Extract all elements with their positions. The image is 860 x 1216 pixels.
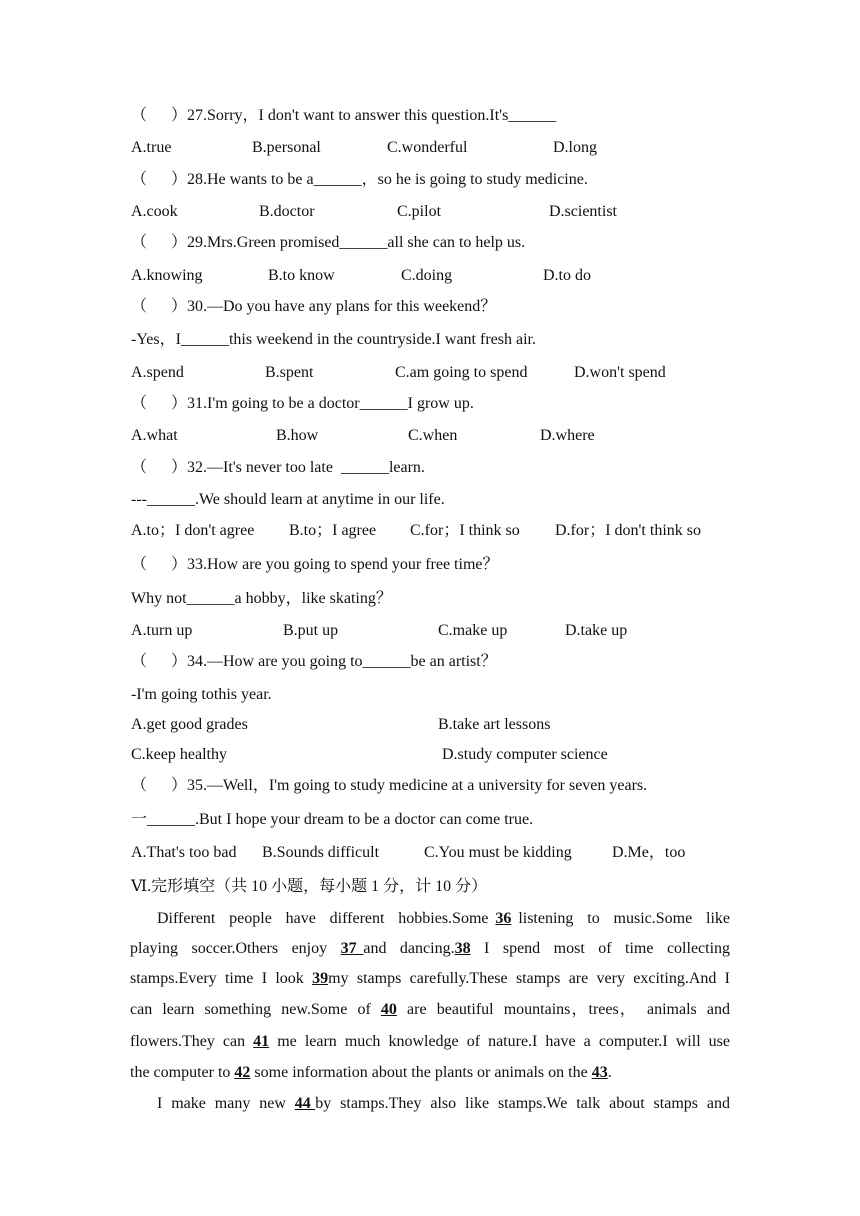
option-c: C.when [408, 427, 458, 444]
question-33-stem: （ ）33.How are you going to spend your free time？ [131, 556, 499, 573]
option-b: B.to know [268, 267, 335, 284]
blank-43: 43 [591, 1064, 608, 1081]
question-34-response: -I'm going tothis year. [131, 686, 272, 703]
option-c: C.doing [401, 267, 453, 284]
question-33-response: Why not______a hobby，like skating？ [131, 590, 392, 607]
passage-line: can learn something new.Some of 40 are beautiful mountains，trees， animals and [130, 1001, 731, 1018]
question-34-stem: （ ）34.—How are you going to______be an artist？ [131, 653, 497, 670]
passage-line: playing soccer.Others enjoy 37 and dancing.38 I spend most of time collecting [130, 940, 731, 957]
option-b: B.Sounds difficult [262, 844, 380, 861]
question-30-response: -Yes，I______this weekend in the countryside.I want fresh air. [131, 331, 536, 348]
option-d: D.where [540, 427, 595, 444]
question-35-stem: （ ）35.—Well，I'm going to study medicine at a university for seven years. [131, 777, 648, 794]
option-b: B.put up [283, 622, 339, 639]
option-a: A.cook [131, 203, 178, 220]
option-b: B.to；I agree [289, 522, 377, 539]
option-d: D.for；I don't think so [555, 522, 701, 539]
option-a: A.what [131, 427, 178, 444]
option-a: A.true [131, 139, 172, 156]
question-28-stem: （ ）28.He wants to be a______，so he is going to study medicine. [131, 171, 588, 188]
section-title: Ⅵ.完形填空（共 10 小题，每小题 1 分，计 10 分） [131, 878, 488, 895]
blank-40: 40 [380, 1001, 397, 1018]
question-27-stem: （ ）27.Sorry，I don't want to answer this question.It's______ [131, 107, 557, 124]
option-b: B.take art lessons [438, 716, 551, 733]
option-a: A.spend [131, 364, 184, 381]
blank-36: 36 [495, 910, 512, 927]
question-35-response: 一______.But I hope your dream to be a doctor can come true. [131, 811, 534, 828]
option-c: C.for；I think so [410, 522, 520, 539]
option-a: A.knowing [131, 267, 203, 284]
option-b: B.doctor [259, 203, 315, 220]
option-a: A.turn up [131, 622, 193, 639]
option-d: D.Me，too [612, 844, 686, 861]
option-d: D.scientist [549, 203, 617, 220]
option-d: D.take up [565, 622, 628, 639]
passage-line: Different people have different hobbies.Some 36 listening to music.Some like [157, 910, 730, 927]
blank-38: 38 [454, 940, 471, 957]
passage-line: the computer to 42 some information about the plants or animals on the 43. [130, 1064, 612, 1081]
option-b: B.how [276, 427, 319, 444]
passage-line: I make many new 44 by stamps.They also like stamps.We talk about stamps and [157, 1095, 730, 1112]
option-c: C.wonderful [387, 139, 468, 156]
option-d: D.long [553, 139, 597, 156]
option-d: D.won't spend [574, 364, 666, 381]
option-b: B.personal [252, 139, 321, 156]
option-a: A.to；I don't agree [131, 522, 255, 539]
passage-line: stamps.Every time I look 39my stamps carefully.These stamps are very exciting.And I [130, 970, 731, 987]
option-c: C.pilot [397, 203, 442, 220]
blank-44: 44 [294, 1095, 316, 1112]
blank-37: 37 [340, 940, 364, 957]
option-c: C.keep healthy [131, 746, 227, 763]
option-a: A.That's too bad [131, 844, 237, 861]
question-30-stem: （ ）30.—Do you have any plans for this weekend？ [131, 298, 497, 315]
option-c: C.You must be kidding [424, 844, 572, 861]
option-a: A.get good grades [131, 716, 248, 733]
option-c: C.make up [438, 622, 508, 639]
blank-41: 41 [253, 1033, 270, 1050]
blank-42: 42 [234, 1064, 251, 1081]
option-d: D.study computer science [442, 746, 608, 763]
passage-line: flowers.They can 41 me learn much knowledge of nature.I have a computer.I will use [130, 1033, 731, 1050]
question-31-stem: （ ）31.I'm going to be a doctor______I grow up. [131, 395, 474, 412]
option-c: C.am going to spend [395, 364, 528, 381]
option-d: D.to do [543, 267, 591, 284]
option-b: B.spent [265, 364, 314, 381]
blank-39: 39 [312, 970, 329, 987]
question-32-response: ---______.We should learn at anytime in our life. [131, 491, 445, 508]
question-32-stem: （ ）32.—It's never too late ______learn. [131, 459, 425, 476]
question-29-stem: （ ）29.Mrs.Green promised______all she can to help us. [131, 234, 526, 251]
